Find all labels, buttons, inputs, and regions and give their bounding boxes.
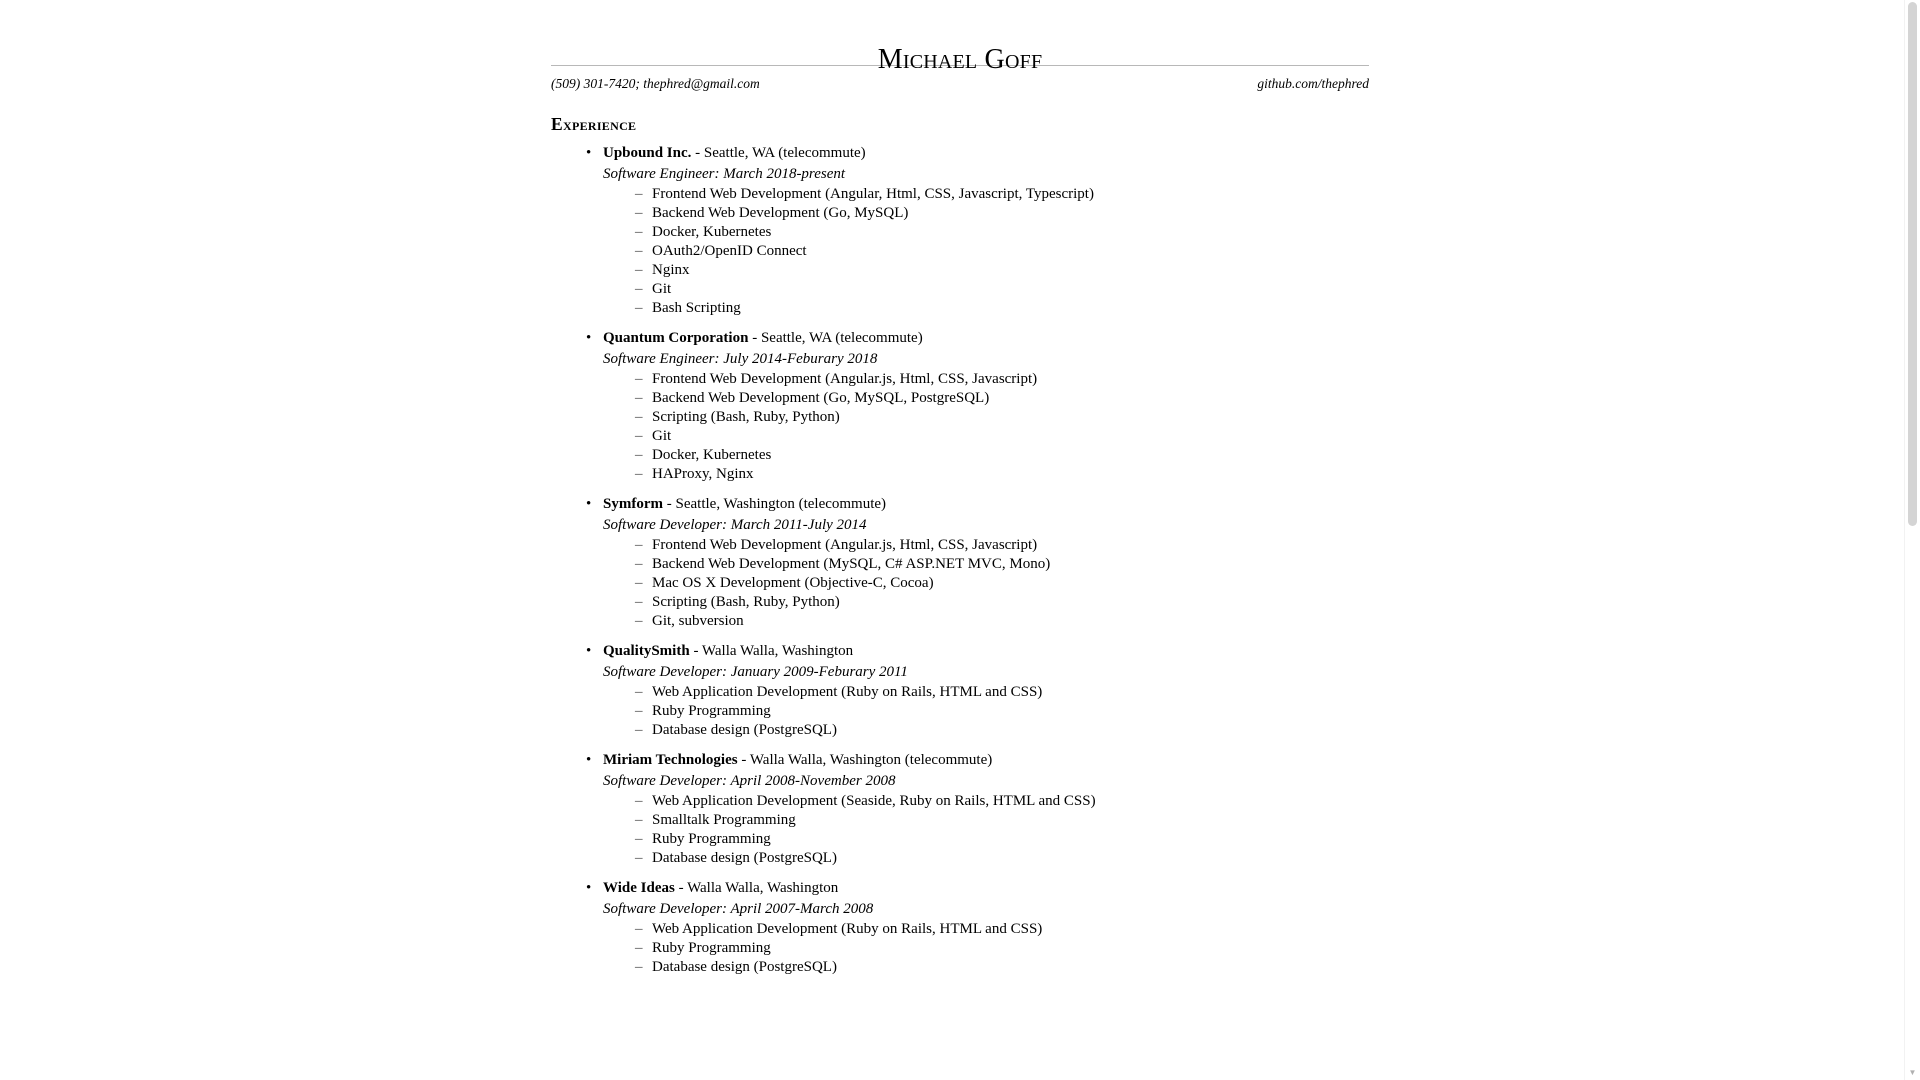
job-duty-item [635, 185, 1369, 204]
job-location: Walla Walla, Washington [687, 880, 839, 896]
duty-bullet-icon: – [635, 831, 643, 847]
duty-bullet-icon: – [635, 409, 643, 425]
duty-text: Backend Web Development (Go, MySQL) [652, 205, 909, 221]
job-duty-item [635, 555, 1369, 574]
job-title-line [603, 143, 1369, 164]
duty-text: Mac OS X Development (Objective-C, Cocoa) [652, 575, 934, 591]
job-bullet-icon: • [586, 752, 592, 768]
duty-text: Ruby Programming [652, 940, 771, 956]
duty-bullet-icon: – [635, 537, 643, 553]
job-title-separator: - [689, 643, 702, 659]
job-duty-item [635, 849, 1369, 868]
duty-bullet-icon: – [635, 556, 643, 572]
duty-text: Git [652, 281, 672, 297]
job-role-line: Software Developer: April 2007-March 2008 [603, 900, 874, 917]
job-duty-item [635, 593, 1369, 612]
duty-bullet-icon: – [635, 224, 643, 240]
job-location: Walla Walla, Washington (telecommute) [749, 752, 993, 768]
job-bullet-icon: • [586, 643, 592, 659]
job-duty-item [635, 574, 1369, 593]
job-location: Walla Walla, Washington [701, 643, 854, 659]
duty-text: Scripting (Bash, Ruby, Python) [652, 594, 840, 610]
page-title: Michael Goff [877, 44, 1043, 75]
job-duty-item [635, 223, 1369, 242]
job-duty-list [603, 683, 1369, 740]
job-duty-list [603, 185, 1369, 318]
duty-bullet-icon: – [635, 812, 643, 828]
job-bullet-icon: • [586, 880, 592, 896]
job-title-line [603, 641, 1369, 662]
duty-text: Nginx [652, 262, 690, 278]
job-duty-item [635, 920, 1369, 939]
scrollbar-thumb[interactable] [1908, 2, 1917, 526]
job-company: Wide Ideas [603, 880, 675, 896]
job-duty-item [635, 408, 1369, 427]
job-duty-item [635, 939, 1369, 958]
job-duty-item [635, 465, 1369, 484]
duty-text: Git, subversion [652, 613, 744, 629]
section-heading-experience: Experience [551, 114, 637, 134]
duty-text: Database design (PostgreSQL) [652, 722, 837, 738]
job-duty-item [635, 446, 1369, 465]
scroll-down-arrow-icon[interactable]: ▼ [1908, 1068, 1917, 1077]
duty-bullet-icon: – [635, 262, 643, 278]
job-duty-item [635, 612, 1369, 631]
job-duty-item [635, 370, 1369, 389]
experience-list [551, 143, 1369, 977]
job-duty-item [635, 204, 1369, 223]
duty-bullet-icon: – [635, 703, 643, 719]
job-title-line [603, 878, 1369, 899]
job-duty-item [635, 721, 1369, 740]
duty-bullet-icon: – [635, 205, 643, 221]
job-title-separator: - [674, 880, 688, 896]
job-role-line: Software Engineer: March 2018-present [603, 165, 846, 182]
duty-bullet-icon: – [635, 921, 643, 937]
job-entry [584, 328, 1369, 484]
duty-text: Web Application Development (Ruby on Rails, HTML and CSS) [652, 684, 1043, 700]
duty-bullet-icon: – [635, 850, 643, 866]
job-duty-item [635, 299, 1369, 318]
duty-text: Docker, Kubernetes [652, 447, 772, 463]
job-location: Seattle, WA (telecommute) [760, 330, 923, 346]
duty-bullet-icon: – [635, 959, 643, 975]
job-title-separator: - [691, 145, 704, 161]
job-duty-item [635, 280, 1369, 299]
job-title-separator: - [748, 330, 761, 346]
duty-text: Frontend Web Development (Angular.js, Html, CSS, Javascript) [652, 537, 1038, 553]
job-bullet-icon: • [586, 145, 592, 161]
duty-bullet-icon: – [635, 613, 643, 629]
job-duty-list [603, 792, 1369, 868]
job-title-separator: - [737, 752, 750, 768]
duty-text: Bash Scripting [652, 300, 741, 316]
job-company: QualitySmith [603, 643, 690, 659]
duty-bullet-icon: – [635, 447, 643, 463]
job-location: Seattle, Washington (telecommute) [675, 496, 887, 512]
job-duty-item [635, 427, 1369, 446]
duty-bullet-icon: – [635, 428, 643, 444]
duty-bullet-icon: – [635, 281, 643, 297]
duty-bullet-icon: – [635, 793, 643, 809]
duty-text: OAuth2/OpenID Connect [652, 243, 807, 259]
job-duty-list [603, 370, 1369, 484]
duty-text: Web Application Development (Ruby on Rails, HTML and CSS) [652, 921, 1043, 937]
duty-text: Web Application Development (Seaside, Ruby on Rails, HTML and CSS) [652, 793, 1096, 809]
job-duty-item [635, 242, 1369, 261]
duty-bullet-icon: – [635, 940, 643, 956]
job-company: Upbound Inc. [603, 145, 692, 161]
job-entry [584, 641, 1369, 740]
duty-bullet-icon: – [635, 186, 643, 202]
job-duty-item [635, 702, 1369, 721]
duty-text: Ruby Programming [652, 831, 771, 847]
duty-bullet-icon: – [635, 300, 643, 316]
job-duty-item [635, 830, 1369, 849]
job-role-line: Software Developer: January 2009-Feburary 2011 [603, 663, 908, 680]
job-role-line: Software Engineer: July 2014-Feburary 2018 [603, 350, 878, 367]
duty-text: Backend Web Development (MySQL, C# ASP.NET MVC, Mono) [652, 556, 1051, 572]
duty-text: Frontend Web Development (Angular, Html, CSS, Javascript, Typescript) [652, 186, 1094, 202]
duty-text: Ruby Programming [652, 703, 771, 719]
duty-text: Scripting (Bash, Ruby, Python) [652, 409, 840, 425]
resume-header [551, 0, 1369, 92]
job-duty-item [635, 389, 1369, 408]
duty-text: Smalltalk Programming [652, 812, 796, 828]
job-entry [584, 143, 1369, 318]
duty-text: Database design (PostgreSQL) [652, 850, 837, 866]
duty-bullet-icon: – [635, 594, 643, 610]
duty-text: Docker, Kubernetes [652, 224, 772, 240]
job-title-separator: - [663, 496, 676, 512]
duty-bullet-icon: – [635, 466, 643, 482]
job-title-line [603, 328, 1369, 349]
duty-bullet-icon: – [635, 722, 643, 738]
duty-text: Frontend Web Development (Angular.js, Html, CSS, Javascript) [652, 371, 1038, 387]
vertical-scrollbar[interactable] [1904, 0, 1920, 1080]
duty-bullet-icon: – [635, 575, 643, 591]
duty-bullet-icon: – [635, 243, 643, 259]
duty-text: Database design (PostgreSQL) [652, 959, 837, 975]
job-role-line: Software Developer: March 2011-July 2014 [603, 516, 867, 533]
job-duty-item [635, 683, 1369, 702]
job-entry [584, 878, 1369, 977]
job-duty-item [635, 536, 1369, 555]
contact-phone-email: (509) 301-7420; thephred@gmail.com [551, 76, 760, 91]
job-duty-item [635, 792, 1369, 811]
job-entry [584, 750, 1369, 868]
duty-text: Git [652, 428, 672, 444]
job-duty-item [635, 811, 1369, 830]
job-company: Symform [603, 496, 663, 512]
contact-github-link[interactable]: github.com/thephred [1257, 76, 1369, 91]
duty-text: HAProxy, Nginx [652, 466, 754, 482]
duty-bullet-icon: – [635, 684, 643, 700]
job-title-line [603, 750, 1369, 771]
job-duty-item [635, 261, 1369, 280]
job-company: Miriam Technologies [603, 752, 738, 768]
job-company: Quantum Corporation [603, 330, 749, 346]
duty-bullet-icon: – [635, 390, 643, 406]
job-location: Seattle, WA (telecommute) [703, 145, 866, 161]
job-duty-list [603, 536, 1369, 631]
job-bullet-icon: • [586, 496, 592, 512]
contact-row [551, 76, 1369, 92]
job-entry [584, 494, 1369, 631]
job-duty-item [635, 958, 1369, 977]
duty-bullet-icon: – [635, 371, 643, 387]
job-bullet-icon: • [586, 330, 592, 346]
job-title-line [603, 494, 1369, 515]
job-role-line: Software Developer: April 2008-November 2008 [603, 772, 896, 789]
resume-page [551, 0, 1369, 977]
job-duty-list [603, 920, 1369, 977]
duty-text: Backend Web Development (Go, MySQL, PostgreSQL) [652, 390, 990, 406]
